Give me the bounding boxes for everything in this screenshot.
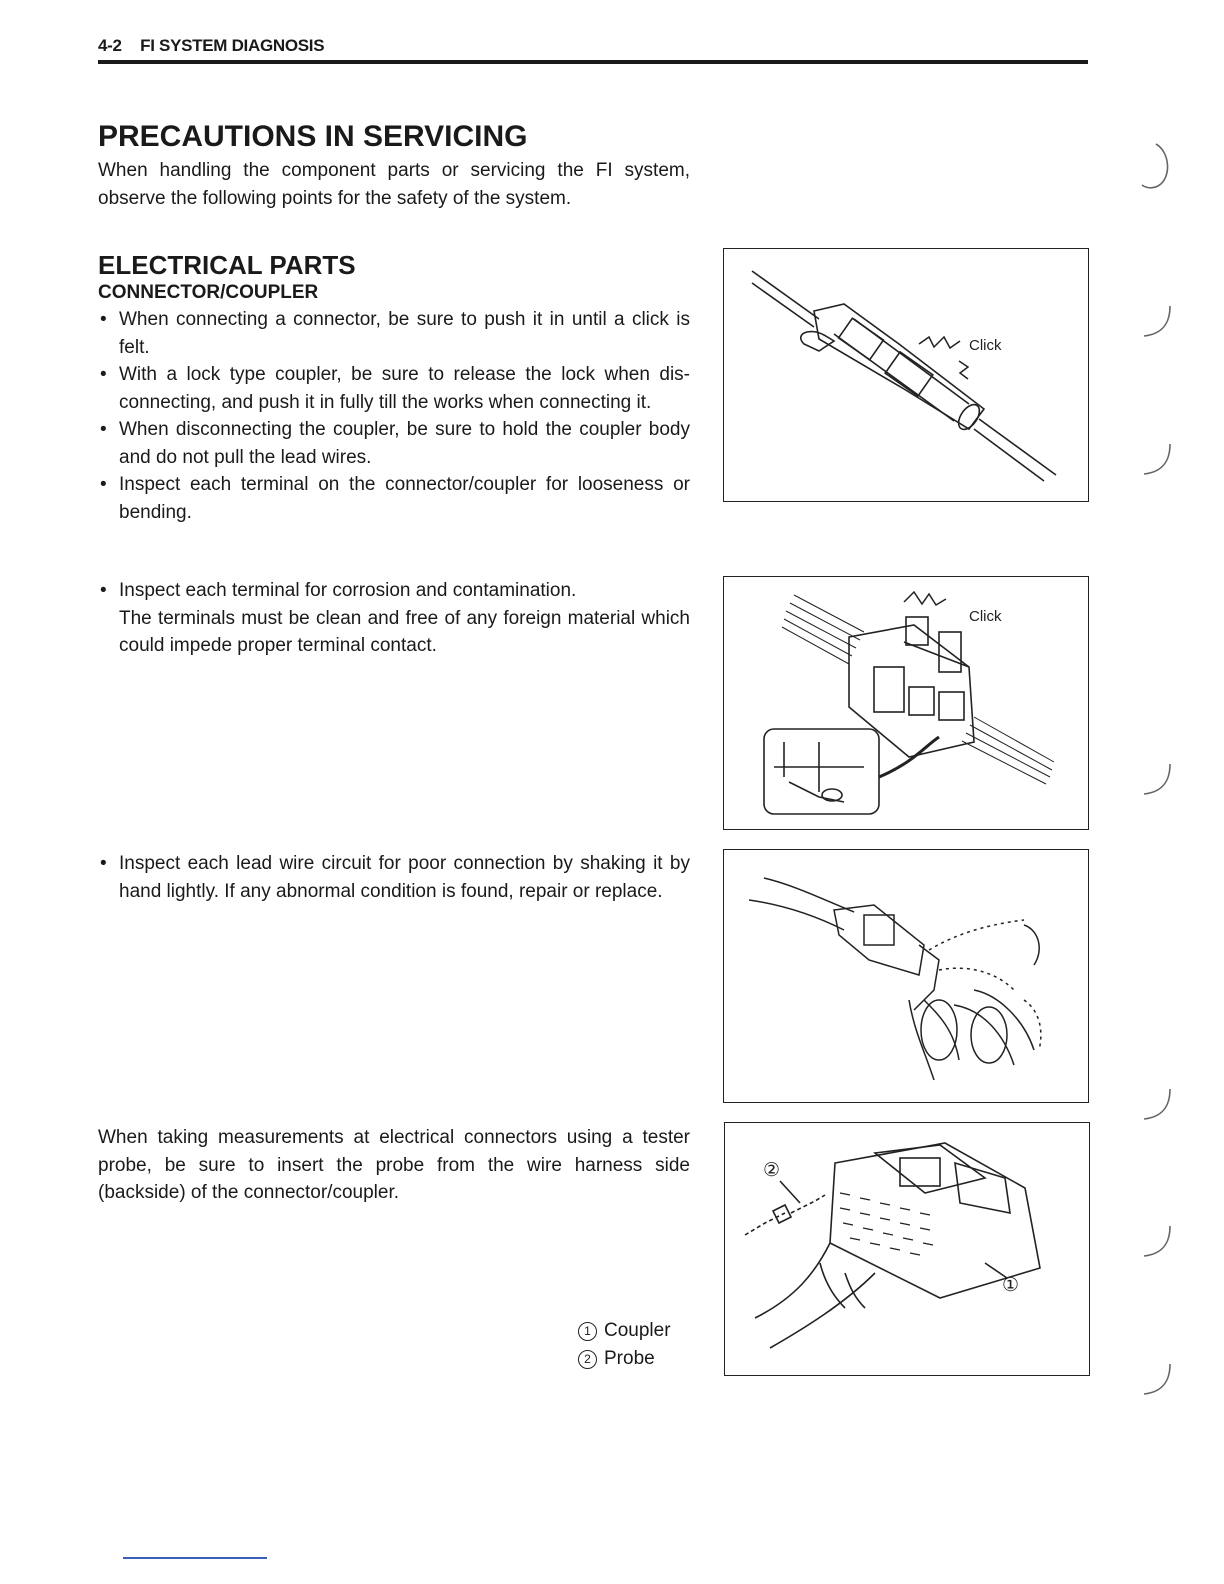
coupler-terminal-illustration [723, 576, 1089, 830]
list-item: • Inspect each lead wire circuit for poor connection by shaking it by hand lightly. If any abnormal condition is found, repair or replace. [98, 850, 690, 905]
probe-callout: ② [763, 1160, 781, 1181]
list-item: • With a lock type coupler, be sure to release the lock when dis-connecting, and push it in fully till the works when connecting it. [98, 361, 690, 416]
legend-item-probe [578, 1345, 671, 1373]
bullet-list-3 [98, 850, 690, 905]
page-number: 4-2 [98, 36, 122, 55]
binding-mark [1140, 1222, 1180, 1262]
binding-mark [1140, 1360, 1180, 1400]
running-header [98, 36, 1088, 56]
click-label: Click [969, 337, 1002, 354]
list-item: • When disconnecting the coupler, be sure to hold the coupler body and do not pull the lead wires. [98, 416, 690, 471]
click-label: Click [969, 608, 1002, 625]
legend-text: Probe [604, 1348, 655, 1369]
wire-shaking-illustration [723, 849, 1089, 1103]
probe-coupler-illustration [724, 1122, 1090, 1376]
bullet-list-2 [98, 577, 690, 660]
connector-illustration [723, 248, 1089, 502]
section-title: FI SYSTEM DIAGNOSIS [140, 36, 325, 55]
list-item: • Inspect each terminal for corrosion and contamination. The terminals must be clean and free of any foreign material which could impede proper terminal contact. [98, 577, 690, 660]
electrical-parts-heading: ELECTRICAL PARTS [98, 250, 356, 280]
list-item: • Inspect each terminal on the connector/coupler for looseness or bending. [98, 471, 690, 526]
legend-number: 1 [578, 1322, 597, 1341]
page-title: PRECAUTIONS IN SERVICING [98, 120, 528, 153]
binding-mark [1140, 138, 1180, 198]
legend-number: 2 [578, 1350, 597, 1369]
binding-mark [1140, 302, 1180, 342]
coupler-callout: ① [1002, 1275, 1020, 1296]
measurement-paragraph: When taking measurements at electrical connectors using a tester probe, be sure to insert the probe from the wire harness side (backside) of the connector/coupler. [98, 1127, 690, 1203]
binding-mark [1140, 440, 1180, 480]
figure-legend [578, 1317, 671, 1373]
binding-mark [1140, 1085, 1180, 1125]
footer-line [123, 1557, 267, 1559]
header-rule [98, 60, 1088, 64]
connector-coupler-subheading: CONNECTOR/COUPLER [98, 282, 319, 303]
legend-item-coupler [578, 1317, 671, 1345]
binding-mark [1140, 760, 1180, 800]
legend-text: Coupler [604, 1320, 671, 1341]
list-item: • When connecting a connector, be sure to push it in until a click is felt. [98, 306, 690, 361]
intro-paragraph: When handling the component parts or servicing the FI system, observe the following points for the safety of the system. [98, 160, 690, 209]
bullet-list-1 [98, 306, 690, 526]
